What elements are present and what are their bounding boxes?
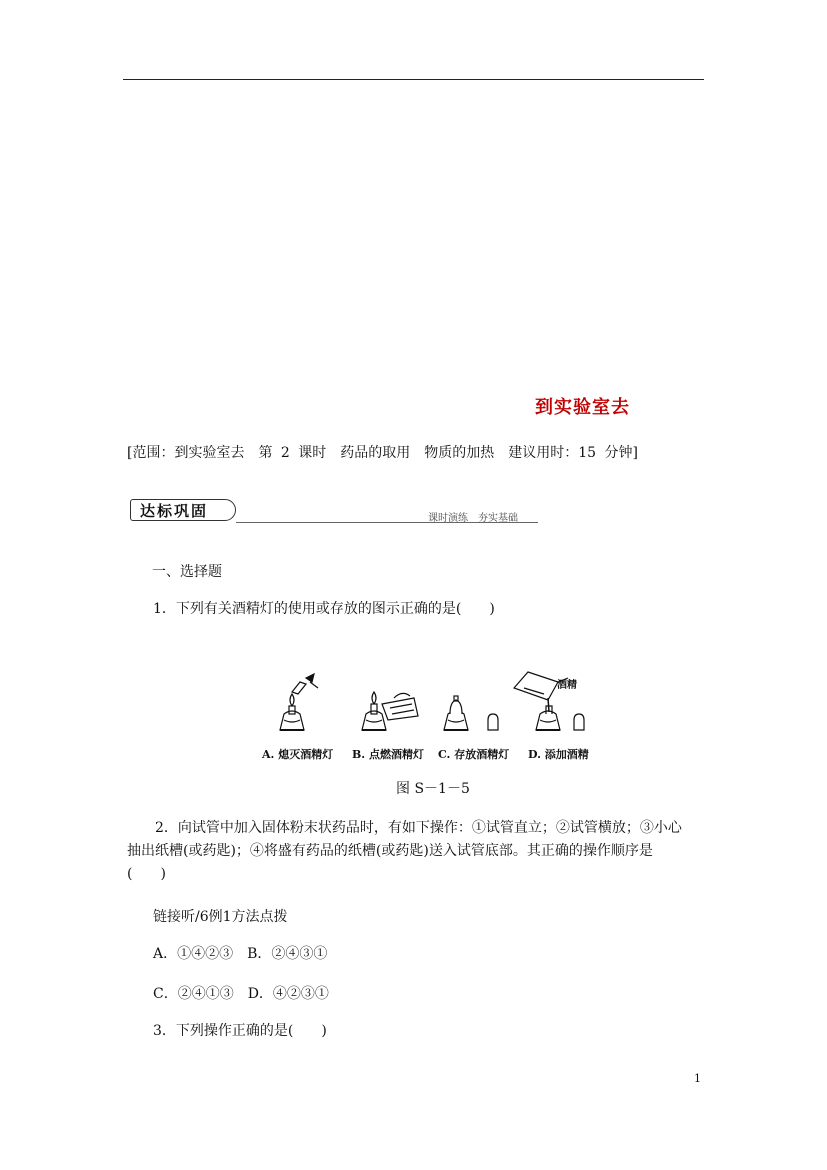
section-banner bbox=[128, 499, 538, 525]
question-3: 3．下列操作正确的是( ) bbox=[153, 1023, 327, 1039]
figure-option-b: B. 点燃酒精灯 bbox=[352, 748, 424, 761]
question-2-line-3: ( ) bbox=[127, 866, 166, 882]
question-1: 1．下列有关酒精灯的使用或存放的图示正确的是( ) bbox=[153, 601, 495, 617]
banner-label: 达标巩固 bbox=[130, 499, 236, 521]
page-title: 到实验室去 bbox=[535, 397, 630, 418]
question-2-line-1: 2．向试管中加入固体粉末状药品时，有如下操作：①试管直立；②试管横放；③小心 bbox=[155, 820, 682, 836]
figure-option-a: A. 熄灭酒精灯 bbox=[262, 748, 334, 761]
question-2-line-2: 抽出纸槽(或药匙)；④将盛有药品的纸槽(或药匙)送入试管底部。其正确的操作顺序是 bbox=[127, 843, 653, 859]
figure-s-1-5 bbox=[262, 668, 602, 764]
figure-option-c: C. 存放酒精灯 bbox=[438, 748, 510, 761]
section-heading: 一、选择题 bbox=[152, 564, 222, 580]
lamp-b-illustration bbox=[362, 692, 418, 730]
lamp-c-illustration bbox=[444, 696, 498, 730]
question-2-options-row-2: C．②④①③ D．④②③① bbox=[153, 986, 329, 1002]
lamp-a-illustration bbox=[280, 674, 318, 730]
method-link[interactable]: 链接听/6例1方法点拨 bbox=[153, 909, 288, 925]
question-2 bbox=[127, 817, 717, 886]
figure-option-d: D. 添加酒精 bbox=[528, 748, 589, 761]
alcohol-lamp-illustrations bbox=[262, 668, 602, 744]
page-number: 1 bbox=[694, 1072, 701, 1085]
header-rule bbox=[123, 79, 704, 80]
banner-subtitle: 课时演练 夯实基础 bbox=[428, 513, 518, 524]
alcohol-bottle-label: 酒精 bbox=[557, 680, 577, 691]
scope-line: [范围：到实验室去 第 2 课时 药品的取用 物质的加热 建议用时：15 分钟] bbox=[127, 445, 638, 461]
figure-caption: 图 S－1－5 bbox=[396, 781, 470, 797]
question-2-options-row-1: A．①④②③ B．②④③① bbox=[153, 946, 328, 962]
